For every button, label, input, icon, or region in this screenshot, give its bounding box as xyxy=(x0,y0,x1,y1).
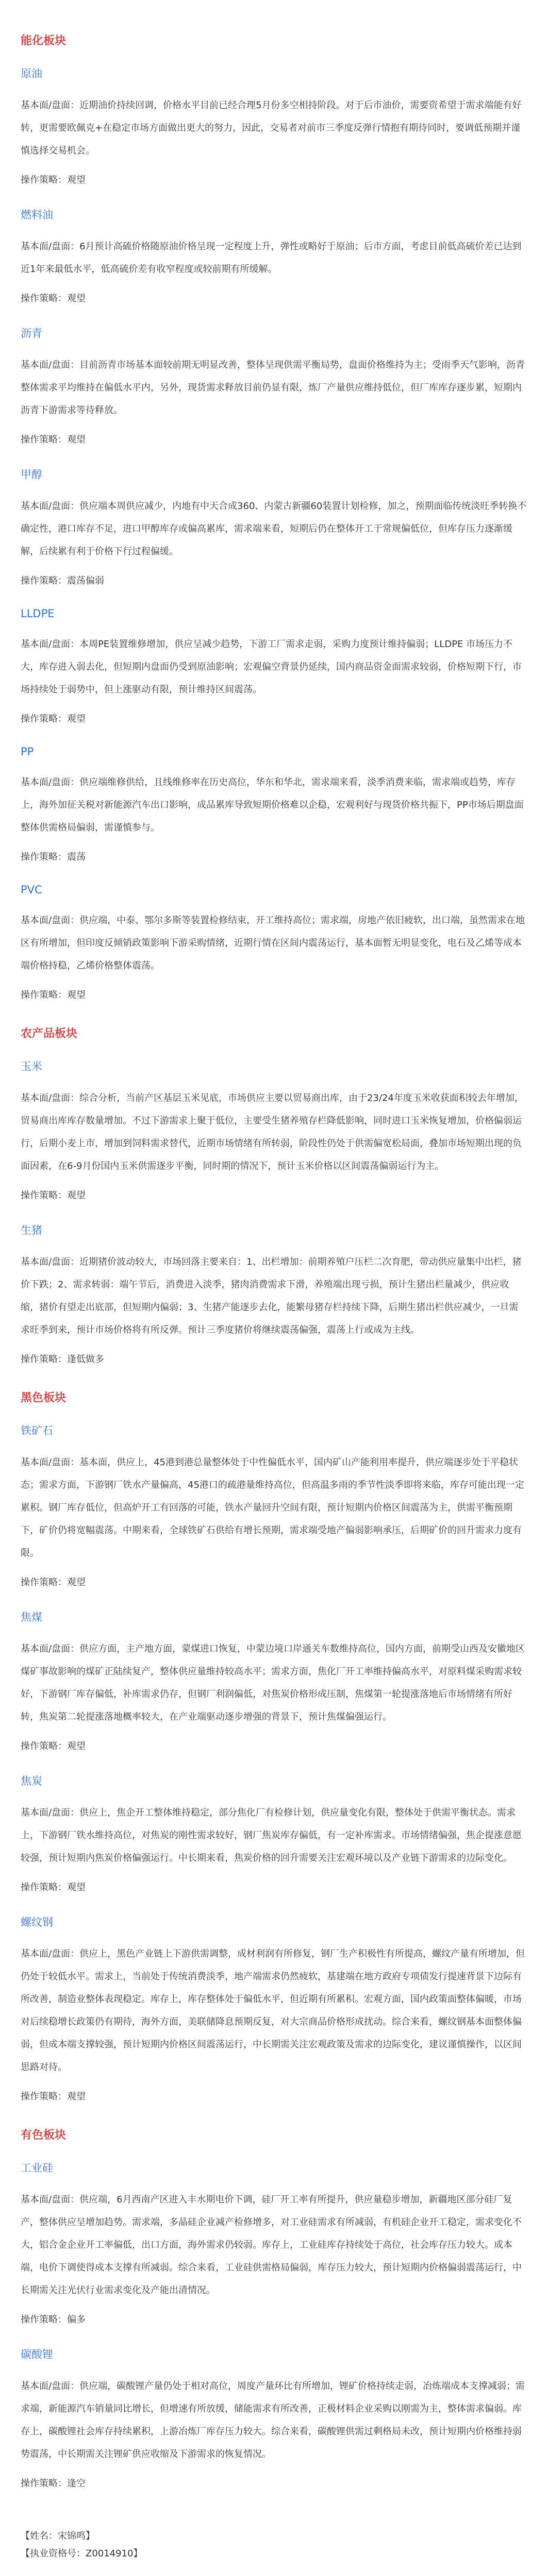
commodity-item xyxy=(21,1222,527,1365)
commodity-title: 螺纹钢 xyxy=(21,1916,53,1928)
commodity-analysis: 基本面/盘面：基本面，供应上，45港到港总量整体处于中性偏低水平，国内矿山产能利用率提升，供应端逐步处于平稳状态；需求方面，下游钢厂铁水产量偏高，45港口的疏港量维持高位，但高温多雨的季节性淡季即将来临，库存可能出现一定累积。钢厂库存低位，但高炉开工有回落的可能，铁水产量回升空间有限，预计短期内价格区间震荡为主，供需平衡预期下，矿价仍将宽幅震荡。中期来看，全球铁矿石供给有增长预期，需求端受地产偏弱影响承压，后期矿价的回升需求力度有限。 xyxy=(21,1457,524,1558)
commodity-title: 工业硅 xyxy=(21,2162,53,2174)
commodity-analysis: 基本面/盘面：供应上，焦企开工整体维持稳定，部分焦化厂有检修计划，供应量变化有限，整体处于供需平衡状态。需求上，下游钢厂铁水维持高位，对焦炭的刚性需求较好，钢厂焦炭库存偏低，有一定补库需求。市场情绪偏强，焦企提涨意愿较强，预计短期内焦炭价格偏强运行。中长期来看，焦炭价格的回升需要关注宏观环境以及产业链下游需求的边际变化。 xyxy=(21,1807,522,1863)
commodity-strategy: 操作策略：观望 xyxy=(21,1741,86,1752)
commodity-item xyxy=(21,1773,527,1893)
commodity-item xyxy=(21,1058,527,1201)
commodity-title: 碳酸锂 xyxy=(21,2348,53,2361)
commodity-title: 铁矿石 xyxy=(21,1425,53,1437)
commodity-title: PP xyxy=(21,745,34,758)
commodity-item xyxy=(21,1422,527,1588)
commodity-analysis: 基本面/盘面：供应端，6月西南产区进入丰水期电价下调，硅厂开工率有所提升，供应量稳步增加，新疆地区部分硅厂复产，整体供应呈增加趋势。需求端，多晶硅企业减产检修增多，对工业硅需求有所减弱，有机硅企业开工稳定，需求变化不大，铝合金企业开工率偏低，出口方面，海外需求仍较弱。库存上，工业硅库存持续处于高位，社会库存压力较大。成本端，电价下调使得成本支撑有所减弱。综合来看，工业硅供需格局偏弱，库存压力较大，预计短期内价格偏弱震荡运行，中长期需关注光伏行业需求变化及产能出清情况。 xyxy=(21,2194,522,2296)
section-title: 农产品板块 xyxy=(21,1027,78,1040)
author-name: 【姓名：宋锦鸣】 xyxy=(21,2531,95,2541)
commodity-strategy: 操作策略：观望 xyxy=(21,2091,86,2102)
commodity-title: 甲醇 xyxy=(21,468,42,481)
commodity-item xyxy=(21,745,527,863)
commodity-item xyxy=(21,607,527,725)
commodity-item xyxy=(21,207,527,304)
commodity-strategy: 操作策略：观望 xyxy=(21,1577,86,1588)
commodity-title: 玉米 xyxy=(21,1060,42,1073)
author-cert: 【执业资格号：Z0014910】 xyxy=(21,2548,143,2559)
commodity-analysis: 基本面/盘面：供应上，黑色产业链上下游供需调整，成材利润有所修复，钢厂生产积极性有所提高，螺纹产量有所增加，但仍处于较低水平。需求上，当前处于传统消费淡季，地产端需求仍然疲软，基建端在地方政府专项债发行提速背景下边际有所改善，制造业整体表现稳定。库存上，库存整体处于偏低水平，但近期有所累积。宏观方面，国内政策面整体偏暖，市场对后续稳增长政策仍有期待，海外方面，美联储降息预期反复，对大宗商品价格形成扰动。综合来看，螺纹钢基本面整体偏弱，但成本端支撑较强，预计短期内价格区间震荡运行，中长期需关注宏观政策及需求的边际变化，建议谨慎操作，以区间思路对待。 xyxy=(21,1948,525,2073)
commodity-analysis: 基本面/盘面：供应端维修供给，且线维修率在历史高位，华东和华北，需求端来看，淡季消费来临，需求端或趋势，库存上，海外加征关税对新能源汽车出口影响，成品累库导致短期价格难以企稳，宏观利好与现货价格共振下，PP市场后期盘面整体供需格局偏弱，需谨慎参与。 xyxy=(21,777,524,833)
commodity-item xyxy=(21,466,527,587)
commodity-analysis: 基本面/盘面：近期猪价波动较大，市场回落主要来自：1、出栏增加：前期养殖户压栏二次育肥，带动供应量集中出栏，猪价下跌；2、需求转弱：端午节后，消费进入淡季，猪肉消费需求下滑，养殖端出现亏损，预计生猪出栏量减少，供应收缩，猪价有望走出底部，但短期内偏弱；3、生猪产能逐步去化，能繁母猪存栏持续下降，后期生猪出栏供应减少，一旦需求旺季到来，预计市场价格将有所反弹。预计三季度猪价将继续震荡偏强，震荡上行或成为主线。 xyxy=(21,1257,522,1335)
commodity-strategy: 操作策略：观望 xyxy=(21,714,86,724)
commodity-title: PVC xyxy=(21,884,42,896)
commodity-item xyxy=(21,2160,527,2326)
commodity-analysis: 基本面/盘面：近期油价持续回调，价格水平目前已经合理5月份多空相持阶段。对于后市油价，需要资希望于需求端能有好转，更需要欧佩克+在稳定市场方面做出更大的努力，因此，交易者对前市三季度反弹行情抱有期待同时，要调低预期并谨慎选择交易机会。 xyxy=(21,100,522,156)
commodity-analysis: 基本面/盘面：供应端，碳酸锂产量仍处于相对高位，周度产量环比有所增加，锂矿价格持续走弱，冶炼端成本支撑减弱；需求端，新能源汽车销量同比增长，但增速有所放缓，储能需求有所改善，正极材料企业采购以刚需为主，整体需求偏弱。库存上，碳酸锂社会库存持续累积，上游冶炼厂库存压力较大。综合来看，碳酸锂供需过剩格局未改，预计短期内价格维持弱势震荡，中长期需关注锂矿供应收缩及下游需求的恢复情况。 xyxy=(21,2381,525,2460)
commodity-strategy: 操作策略：偏多 xyxy=(21,2314,86,2325)
commodity-item xyxy=(21,1914,527,2103)
commodity-analysis: 基本面/盘面：本周PE装置维修增加，供应呈减少趋势，下游工厂需求走弱，采购力度预计维持偏弱；LLDPE 市场压力不大，库存进入弱去化，但短期内盘面仍受到原油影响；宏观偏空背景仍延续，国内商品资金面需求较弱，价格短期下行，市场持续处于弱势中，但上涨驱动有限，预计维持区间震荡。 xyxy=(21,639,522,695)
commodity-title: 生猪 xyxy=(21,1224,42,1236)
commodity-analysis: 基本面/盘面：综合分析，当前产区基层玉米见底，市场供应主要以贸易商出库，由于23/24年度玉米收获面积较去年增加，贸易商出库库存数量增加。不过下游需求上聚于低位，主要受生猪养殖存栏降低影响，同时进口玉米恢复增加，价格偏弱运行，后期小麦上市，增加到饲料需求替代，近期市场情绪有所转弱，阶段性仍处于供需偏宽松局面，叠加市场短期出现的负面因素，在6-9月份国内玉米供需逐步平衡，同时期的情况下，预计玉米价格以区间震荡偏弱运行为主。 xyxy=(21,1093,524,1172)
commodity-item xyxy=(21,1609,527,1752)
commodity-strategy: 操作策略：观望 xyxy=(21,1882,86,1893)
commodity-strategy: 操作策略：逢低做多 xyxy=(21,1354,104,1365)
top-spacer xyxy=(21,0,527,8)
commodity-strategy: 操作策略：观望 xyxy=(21,1190,86,1201)
section-title: 有色板块 xyxy=(21,2129,67,2142)
commodity-title: 焦炭 xyxy=(21,1775,42,1787)
section-title: 黑色板块 xyxy=(21,1392,67,1404)
section-title: 能化板块 xyxy=(21,35,67,47)
sections-container xyxy=(21,32,527,2489)
commodity-title: 焦煤 xyxy=(21,1611,42,1623)
commodity-strategy: 操作策略：观望 xyxy=(21,990,86,1001)
commodity-item xyxy=(21,65,527,186)
commodity-analysis: 基本面/盘面：6月预计高硫价格随原油价格呈现一定程度上升，弹性或略好于原油；后市方面，考虑目前低高硫价差已达到近1年来最低水平，低高硫价差有收窄程度或较前期有所缓解。 xyxy=(21,241,522,275)
commodity-analysis: 基本面/盘面：供应端本周供应减少，内地有中天合成360、内蒙古新疆60装置计划检修，加之，预期面临传统淡旺季转换不确定性，港口库存不足，进口甲醇库存或偏高累库，需求端来看，短期后仍在整体开工于常规偏低位，但库存压力逐渐缓解，后续累有利于价格下行过程偏缓。 xyxy=(21,501,527,557)
commodity-strategy: 操作策略：震荡 xyxy=(21,852,86,862)
commodity-item xyxy=(21,2346,527,2489)
commodity-analysis: 基本面/盘面：供应端，中泰、鄂尔多斯等装置检修结束，开工维持高位；需求端，房地产依旧疲软，出口端，虽然需求在地区有所增加，但印度反倾销政策影响下游采购情绪，近期行情在区间内震荡运行，基本面暂无明显变化，电石及乙烯等成本端价格持稳，乙烯价格整体震荡。 xyxy=(21,915,525,971)
commodity-item xyxy=(21,325,527,446)
commodity-title: 原油 xyxy=(21,67,42,80)
commodity-title: 沥青 xyxy=(21,327,42,340)
commodity-strategy: 操作策略：观望 xyxy=(21,175,86,185)
commodity-strategy: 操作策略：观望 xyxy=(21,293,86,304)
commodity-analysis: 基本面/盘面：目前沥青市场基本面较前期无明显改善，整体呈现供需平衡局势，盘面价格维持为主；受雨季天气影响，沥青整体需求平均维持在偏低水平内，另外，现货需求释放目前仍显有限，炼厂产量供应维持低位，但厂库库存逐步累，短期内沥青下游需求等待释放。 xyxy=(21,360,525,416)
commodity-title: 燃料油 xyxy=(21,209,53,221)
commodity-item xyxy=(21,884,527,1001)
commodity-title: LLDPE xyxy=(21,607,55,620)
commodity-strategy: 操作策略：观望 xyxy=(21,434,86,445)
commodity-strategy: 操作策略：震荡偏弱 xyxy=(21,575,104,586)
commodity-analysis: 基本面/盘面：供应方面，主产地方面，蒙煤进口恢复，中蒙边境口岸通关车数维持高位，国内方面，前期受山西及安徽地区煤矿事故影响的煤矿正陆续复产，整体供应量维持较高水平；需求方面，焦化厂开工率维持偏高水平，对原料煤采购需求较好，下游钢厂库存偏低，补库需求仍存，但钢厂利润偏低，对焦炭价格形成压制，焦煤第一轮提涨落地后市场情绪有所好转，焦炭第二轮提涨落地概率较大，在产业端驱动逐步增强的背景下，预计焦煤偏强运行。 xyxy=(21,1643,525,1722)
commodity-strategy: 操作策略：逢空 xyxy=(21,2478,86,2489)
author-block xyxy=(21,2528,527,2563)
